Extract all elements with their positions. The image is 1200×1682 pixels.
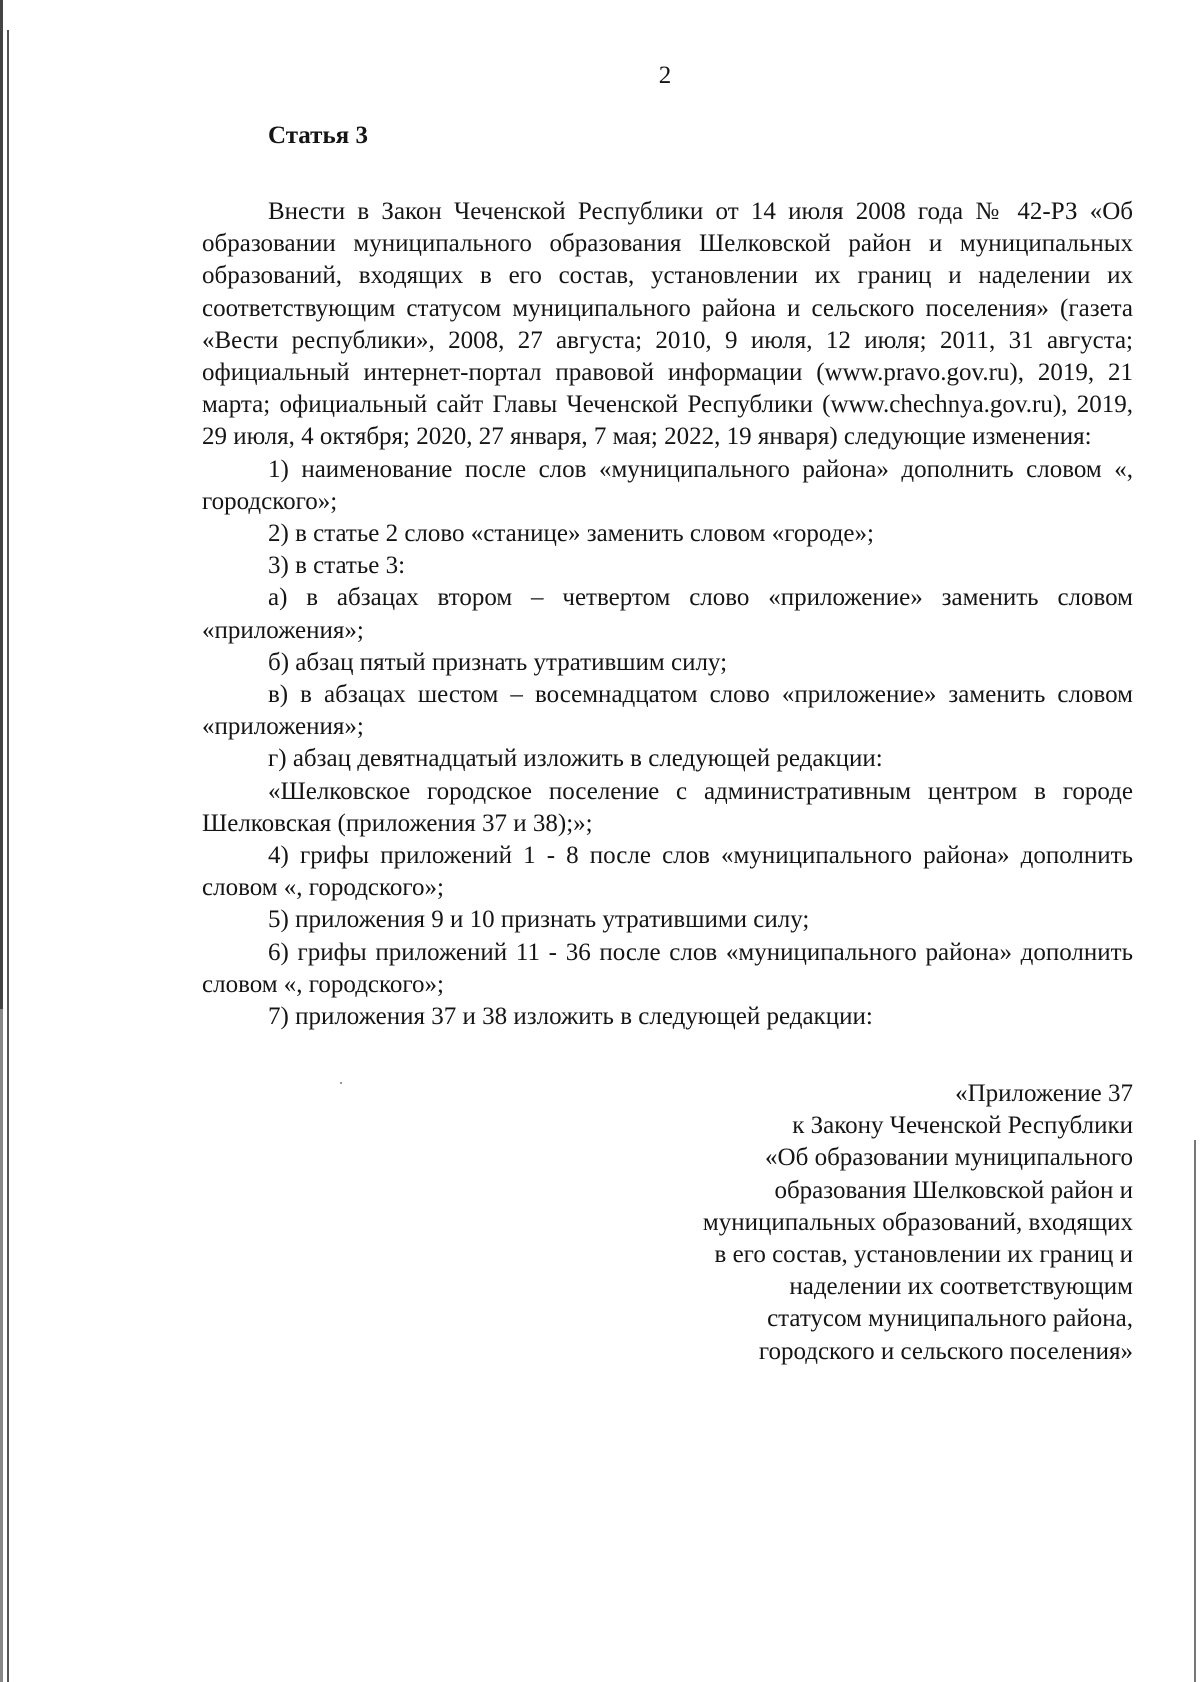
appendix-header [573,1078,1133,1368]
paragraph-item-3a: а) в абзацах втором – четвертом слово «приложение» заменить словом «приложения»; [202,584,1133,644]
paragraph-item-6: 6) грифы приложений 11 - 36 после слов «муниципального района» дополнить словом «, городского»; [202,938,1133,998]
appendix-line: муниципальных образований, входящих [702,1208,1133,1236]
appendix-line: наделении их соответствующим [789,1273,1133,1301]
page-number: 2 [658,62,672,89]
paragraph-intro: Внести в Закон Чеченской Республики от 14 июля 2008 года № 42-РЗ «Об образовании муниципального образования Шелковской район и муниципальных образований, входящих в его состав, установлении их границ и наделении их соответствующим статусом муниципального района и сельского поселения» (газета «Вести республики», 2008, 27 августа; 2010, 9 июля, 12 июля; 2011, 31 августа; официальный интернет-портал правовой информации (www.pravo.gov.ru), 2019, 21 марта; официальный сайт Главы Чеченской Республики (www.chechnya.gov.ru), 2019, 29 июля, 4 октября; 2020, 27 января, 7 мая; 2022, 19 января) следующие изменения: [202,198,1133,451]
paragraph-item-3: 3) в статье 3: [268,552,406,580]
scan-speck [340,1082,342,1084]
scan-edge-left-inner [7,30,9,1682]
scan-edge-left [0,0,3,1682]
appendix-line: образования Шелковской район и [774,1176,1133,1204]
paragraph-item-1: 1) наименование после слов «муниципального района» дополнить словом «, городского»; [202,455,1133,515]
paragraph-item-2: 2) в статье 2 слово «станице» заменить словом «городе»; [268,520,874,548]
appendix-line: в его состав, установлении их границ и [714,1241,1133,1269]
paragraph-quoted-text: «Шелковское городское поселение с административным центром в городе Шелковская (приложения 37 и 38);»; [202,777,1133,837]
appendix-line: «Об образовании муниципального [765,1144,1133,1172]
paragraph-item-4: 4) грифы приложений 1 - 8 после слов «муниципального района» дополнить словом «, городского»; [202,842,1133,902]
paragraph-item-3b: б) абзац пятый признать утратившим силу; [268,648,728,676]
article-body [202,196,1133,1033]
paragraph-item-7: 7) приложения 37 и 38 изложить в следующей редакции: [268,1003,873,1031]
appendix-line: городского и сельского поселения» [758,1337,1133,1365]
article-title: Статья 3 [268,122,368,149]
paragraph-item-3g: г) абзац девятнадцатый изложить в следующей редакции: [268,745,883,773]
paragraph-item-5: 5) приложения 9 и 10 признать утратившими силу; [268,906,810,934]
appendix-line: «Приложение 37 [955,1080,1133,1107]
scan-edge-right [1194,1140,1196,1682]
appendix-line: статусом муниципального района, [767,1305,1133,1333]
paragraph-item-3v: в) в абзацах шестом – восемнадцатом слово «приложение» заменить словом «приложения»; [202,681,1133,741]
appendix-line: к Закону Чеченской Республики [792,1112,1133,1140]
